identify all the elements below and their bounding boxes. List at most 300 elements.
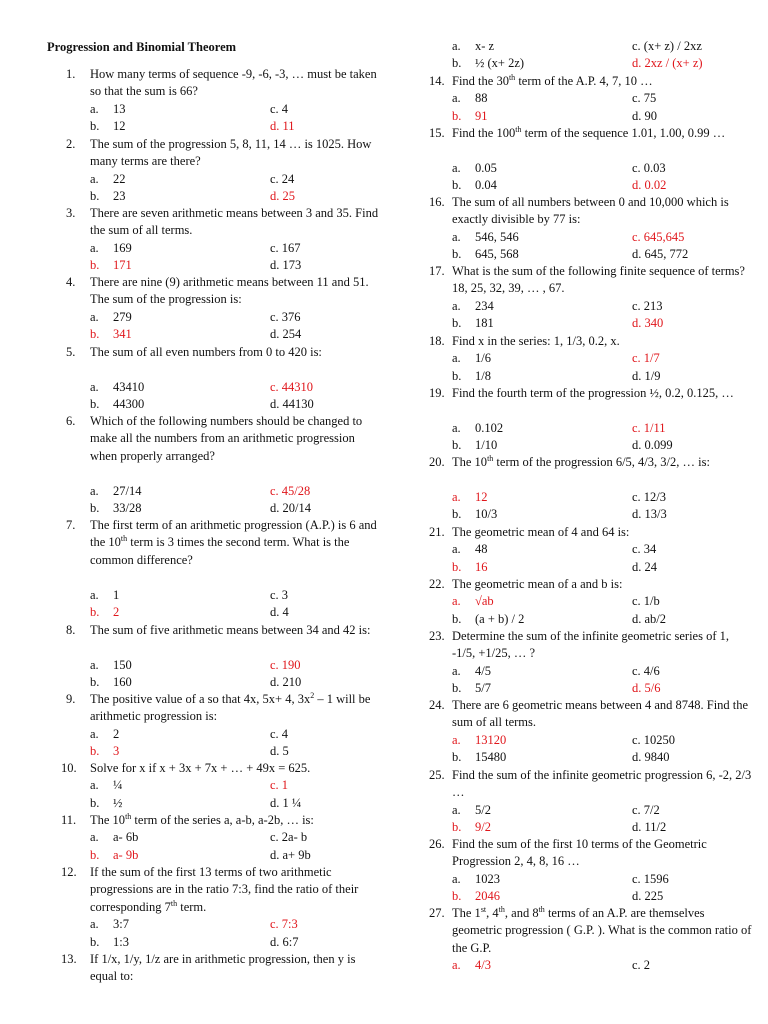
option-value: d. 11/2	[632, 820, 667, 835]
option-value: d. 24	[632, 559, 657, 574]
option-d	[632, 177, 666, 194]
option-value: d. 11	[270, 119, 295, 134]
option-value: 13120	[475, 732, 507, 747]
option-a	[90, 726, 119, 743]
option-value: ¼	[113, 778, 123, 793]
option-value: d. 0.02	[632, 178, 667, 193]
option-letter: b.	[452, 507, 462, 522]
option-value: d. 90	[632, 108, 657, 123]
question-text: Find the 100th term of the sequence 1.01, 1.00, 0.99 …	[452, 124, 726, 140]
option-letter: b.	[90, 501, 100, 515]
option-value: c. (x+ z) / 2xz	[632, 39, 702, 53]
option-a	[452, 160, 497, 177]
option-letter: a.	[452, 39, 461, 53]
option-value: c. 24	[270, 171, 295, 186]
option-a	[90, 916, 129, 933]
option-letter: b.	[452, 108, 462, 123]
option-b	[452, 680, 491, 697]
option-b	[90, 743, 119, 760]
option-value: ½	[113, 795, 123, 810]
option-value: 1	[113, 587, 120, 602]
option-a	[452, 663, 491, 680]
option-value: 234	[475, 298, 494, 313]
option-b	[90, 396, 144, 413]
option-value: d. 1 ¼	[270, 795, 302, 810]
option-b	[452, 315, 494, 332]
option-letter: b.	[452, 559, 462, 574]
option-value: (a + b) / 2	[475, 611, 525, 626]
option-c	[270, 726, 288, 743]
option-letter: a.	[452, 594, 461, 609]
option-value: c. 376	[270, 309, 301, 324]
question-text: Find the sum of the infinite geometric progression 6, -2, 2/3 …	[452, 768, 752, 800]
option-value: d. 9840	[632, 750, 670, 765]
option-d	[632, 108, 657, 125]
option-d	[632, 437, 673, 454]
option-letter: b.	[452, 889, 462, 904]
option-value: c. 12/3	[632, 489, 667, 504]
document-title: Progression and Binomial Theorem	[47, 40, 237, 54]
option-letter: b.	[452, 178, 462, 193]
question-text: The geometric mean of 4 and 64 is:	[452, 525, 630, 539]
option-c	[270, 587, 288, 604]
option-value: d. 4	[270, 605, 289, 619]
option-d	[270, 743, 289, 760]
question-text: What is the sum of the following finite sequence of terms? 18, 25, 32, 39, … , 67.	[452, 264, 745, 296]
option-letter: b.	[90, 119, 100, 134]
option-value: 23	[113, 189, 126, 204]
option-value: c. 44310	[270, 379, 314, 394]
option-d	[632, 819, 666, 836]
option-d	[270, 674, 301, 691]
option-letter: a.	[90, 657, 99, 672]
option-d	[632, 506, 667, 523]
question-text: Find x in the series: 1, 1/3, 0.2, x.	[452, 334, 620, 348]
option-a	[452, 732, 506, 749]
option-b	[90, 934, 129, 951]
option-c	[270, 916, 298, 933]
option-letter: a.	[452, 542, 461, 557]
option-letter: a.	[452, 732, 461, 747]
option-value: x- z	[475, 39, 495, 53]
option-letter: a.	[452, 91, 461, 106]
option-value: 2046	[475, 889, 500, 904]
option-value: 1:3	[113, 934, 129, 949]
option-c	[270, 777, 288, 794]
question-text: The 1st, 4th, and 8th terms of an A.P. are themselves geometric progression ( G.P. ). What is the common ratio of the G.P.	[452, 904, 752, 955]
option-value: d. 645, 772	[632, 247, 689, 262]
option-letter: b.	[90, 605, 100, 619]
option-value: d. 0.099	[632, 438, 673, 453]
option-value: 160	[113, 675, 132, 690]
option-value: 2	[113, 605, 120, 619]
option-value: 3	[113, 744, 120, 759]
question-number: 13.	[61, 952, 77, 966]
option-c	[270, 829, 307, 846]
question-number: 14.	[429, 74, 445, 88]
question-text: The sum of the progression 5, 8, 11, 14 … is 1025. How many terms are there?	[90, 137, 372, 169]
option-letter: b.	[452, 247, 462, 262]
option-value: 13	[113, 101, 126, 116]
option-letter: b.	[452, 438, 462, 453]
option-a	[90, 483, 141, 500]
option-c	[270, 657, 301, 674]
option-b	[90, 674, 132, 691]
option-a	[452, 420, 503, 437]
question-text: Solve for x if x + 3x + 7x + … + 49x = 625.	[90, 761, 311, 775]
question-text: The sum of all even numbers from 0 to 420 is:	[90, 345, 322, 359]
option-value: d. 20/14	[270, 501, 311, 515]
option-a	[90, 309, 132, 326]
option-a	[452, 229, 519, 246]
option-c	[270, 171, 294, 188]
option-value: c. 1596	[632, 871, 669, 886]
question-text: Find the fourth term of the progression ½, 0.2, 0.125, …	[452, 386, 734, 400]
option-value: d. a+ 9b	[270, 847, 311, 862]
option-d	[632, 680, 660, 697]
option-c	[632, 957, 650, 974]
option-value: d. 2xz / (x+ z)	[632, 56, 703, 70]
option-d	[270, 795, 301, 812]
option-b	[90, 118, 126, 135]
option-a	[90, 101, 126, 118]
option-letter: a.	[90, 917, 99, 932]
option-c	[632, 350, 660, 367]
option-value: c. 0.03	[632, 160, 666, 175]
option-a	[90, 829, 138, 846]
option-value: c. 190	[270, 657, 301, 672]
question-text: Find the 30th term of the A.P. 4, 7, 10 …	[452, 72, 653, 88]
option-value: d. 25	[270, 189, 295, 204]
option-b	[452, 246, 519, 263]
option-value: 15480	[475, 750, 507, 765]
option-letter: b.	[452, 56, 462, 70]
option-value: c. 645,645	[632, 229, 685, 244]
question-number: 19.	[429, 386, 445, 400]
option-b	[90, 795, 122, 812]
option-letter: a.	[452, 958, 461, 973]
option-a	[452, 90, 488, 107]
option-letter: a.	[90, 101, 99, 116]
option-value: 169	[113, 240, 132, 255]
option-letter: b.	[90, 847, 100, 862]
question-number: 5.	[66, 345, 76, 359]
question-text: If the sum of the first 13 terms of two arithmetic progressions are in the ratio 7:3, find the ratio of their corresponding 7th term.	[90, 865, 359, 914]
option-value: 0.04	[475, 178, 497, 193]
option-value: d. 340	[632, 316, 664, 331]
option-c	[632, 732, 675, 749]
question-number: 27.	[429, 906, 445, 920]
question-number: 12.	[61, 865, 77, 879]
option-value: a- 6b	[113, 830, 139, 845]
option-b	[452, 437, 497, 454]
option-c	[632, 802, 660, 819]
option-letter: b.	[452, 820, 462, 835]
option-letter: a.	[90, 379, 99, 394]
option-value: d. 6:7	[270, 934, 299, 949]
option-letter: b.	[90, 189, 100, 204]
option-b	[90, 188, 126, 205]
option-value: 2	[113, 726, 120, 741]
option-c	[632, 420, 666, 437]
option-value: d. 5	[270, 744, 289, 759]
question-text: The 10th term of the progression 6/5, 4/3, 3/2, … is:	[452, 453, 710, 469]
option-c	[632, 160, 666, 177]
question-number: 17.	[429, 264, 445, 278]
option-value: c. 1	[270, 778, 289, 793]
question-number: 23.	[429, 629, 445, 643]
option-value: 4/5	[475, 663, 491, 678]
option-value: c. 1/11	[632, 420, 666, 435]
option-a	[452, 871, 500, 888]
question-text: The sum of five arithmetic means between 34 and 42 is:	[90, 623, 371, 637]
option-b	[452, 888, 500, 905]
option-c	[632, 871, 669, 888]
option-value: d. 254	[270, 327, 302, 342]
question-number: 18.	[429, 334, 445, 348]
option-letter: a.	[452, 351, 461, 366]
option-value: d. 210	[270, 675, 302, 690]
option-b	[90, 604, 119, 621]
option-c	[632, 38, 702, 55]
option-value: 171	[113, 258, 132, 273]
option-value: 1023	[475, 871, 500, 886]
option-value: 1/8	[475, 368, 491, 383]
option-b	[452, 559, 488, 576]
option-d	[270, 326, 301, 343]
option-value: c. 1/7	[632, 351, 660, 366]
question-text: The geometric mean of a and b is:	[452, 577, 623, 591]
option-letter: a.	[452, 871, 461, 886]
option-value: 16	[475, 559, 488, 574]
option-a	[90, 657, 132, 674]
question-number: 9.	[66, 692, 76, 706]
option-value: c. 10250	[632, 732, 676, 747]
option-a	[452, 38, 494, 55]
option-value: 150	[113, 657, 132, 672]
option-d	[632, 888, 663, 905]
option-value: 12	[113, 119, 126, 134]
option-letter: a.	[90, 309, 99, 324]
option-value: 5/7	[475, 681, 491, 696]
option-letter: a.	[452, 802, 461, 817]
option-letter: a.	[452, 420, 461, 435]
question-text: Find the sum of the first 10 terms of the Geometric Progression 2, 4, 8, 16 …	[452, 837, 707, 869]
option-a	[90, 240, 132, 257]
option-value: d. 1/9	[632, 368, 661, 383]
option-d	[270, 847, 311, 864]
question-number: 8.	[66, 623, 76, 637]
question-text: The sum of all numbers between 0 and 10,000 which is exactly divisible by 77 is:	[452, 195, 729, 227]
question-number: 6.	[66, 414, 76, 428]
option-letter: a.	[90, 483, 99, 498]
option-b	[452, 368, 491, 385]
option-value: d. 44130	[270, 397, 314, 412]
option-value: c. 7:3	[270, 917, 298, 932]
question-number: 4.	[66, 275, 76, 289]
option-letter: a.	[90, 240, 99, 255]
option-letter: b.	[452, 750, 462, 765]
option-a	[90, 171, 126, 188]
option-value: a- 9b	[113, 847, 139, 862]
question-number: 16.	[429, 195, 445, 209]
option-c	[270, 101, 288, 118]
question-text: If 1/x, 1/y, 1/z are in arithmetic progression, then y is equal to:	[90, 952, 356, 984]
option-d	[270, 604, 289, 621]
option-value: 5/2	[475, 802, 491, 817]
option-letter: b.	[452, 681, 462, 696]
question-number: 1.	[66, 67, 76, 81]
option-value: c. 7/2	[632, 802, 660, 817]
option-value: 12	[475, 489, 488, 504]
option-letter: a.	[452, 298, 461, 313]
option-d	[632, 611, 666, 628]
option-letter: b.	[452, 316, 462, 331]
option-value: d. 173	[270, 258, 302, 273]
option-letter: b.	[452, 611, 462, 626]
option-value: 1/6	[475, 351, 491, 366]
option-letter: b.	[90, 934, 100, 949]
option-b	[452, 819, 491, 836]
option-b	[90, 257, 132, 274]
question-number: 10.	[61, 761, 77, 775]
option-value: 3:7	[113, 917, 129, 932]
option-value: d. 225	[632, 889, 664, 904]
option-value: c. 1/b	[632, 594, 660, 609]
option-value: c. 213	[632, 298, 663, 313]
option-value: c. 3	[270, 587, 289, 602]
option-b	[452, 506, 497, 523]
option-value: 22	[113, 171, 126, 186]
option-c	[632, 90, 656, 107]
option-value: 43410	[113, 379, 145, 394]
question-number: 22.	[429, 577, 445, 591]
option-value: 44300	[113, 397, 145, 412]
option-value: 91	[475, 108, 488, 123]
option-letter: b.	[90, 258, 100, 273]
question-number: 3.	[66, 206, 76, 220]
option-a	[452, 298, 494, 315]
option-value: d. 13/3	[632, 507, 667, 522]
option-b	[90, 847, 138, 864]
question-number: 26.	[429, 837, 445, 851]
question-text: Which of the following numbers should be changed to make all the numbers from an arithmetic progression when properly arranged?	[90, 414, 363, 463]
option-d	[632, 55, 703, 72]
question-number: 2.	[66, 137, 76, 151]
option-value: 0.102	[475, 420, 504, 435]
option-value: 48	[475, 542, 488, 557]
option-a	[90, 777, 122, 794]
option-c	[632, 298, 663, 315]
option-value: c. 4	[270, 101, 289, 116]
option-letter: a.	[452, 229, 461, 244]
option-b	[452, 611, 524, 628]
option-value: 645, 568	[475, 247, 519, 262]
option-value: 33/28	[113, 501, 142, 515]
option-d	[270, 118, 295, 135]
option-value: c. 75	[632, 91, 657, 106]
option-c	[270, 483, 310, 500]
option-c	[632, 663, 660, 680]
option-d	[632, 315, 663, 332]
option-d	[632, 559, 657, 576]
option-value: c. 167	[270, 240, 301, 255]
option-a	[452, 541, 488, 558]
option-b	[452, 55, 524, 72]
option-letter: b.	[90, 675, 100, 690]
option-value: 88	[475, 91, 488, 106]
option-letter: b.	[90, 795, 100, 810]
option-a	[452, 802, 491, 819]
option-value: 10/3	[475, 507, 498, 522]
option-letter: a.	[452, 160, 461, 175]
option-letter: a.	[90, 778, 99, 793]
option-value: 27/14	[113, 483, 142, 498]
option-letter: a.	[90, 726, 99, 741]
option-value: 9/2	[475, 820, 491, 835]
option-a	[90, 587, 119, 604]
option-letter: a.	[452, 489, 461, 504]
option-d	[270, 396, 314, 413]
question-text: The first term of an arithmetic progression (A.P.) is 6 and the 10th term is 3 times the second term. What is the common difference?	[90, 518, 377, 567]
question-number: 15.	[429, 126, 445, 140]
option-a	[452, 957, 491, 974]
question-text: There are 6 geometric means between 4 and 8748. Find the sum of all terms.	[452, 698, 749, 730]
option-letter: b.	[90, 744, 100, 759]
option-d	[632, 368, 660, 385]
option-value: 0.05	[475, 160, 497, 175]
question-number: 25.	[429, 768, 445, 782]
option-letter: a.	[90, 830, 99, 845]
option-value: 341	[113, 327, 132, 342]
question-number: 24.	[429, 698, 445, 712]
option-a	[452, 350, 491, 367]
question-text: How many terms of sequence -9, -6, -3, … must be taken so that the sum is 66?	[90, 67, 377, 99]
option-c	[632, 593, 660, 610]
option-b	[90, 500, 141, 517]
option-c	[270, 309, 301, 326]
option-value: c. 2a- b	[270, 830, 308, 845]
question-text: There are seven arithmetic means between 3 and 35. Find the sum of all terms.	[90, 206, 379, 238]
option-d	[270, 500, 311, 517]
option-d	[270, 257, 301, 274]
option-value: c. 45/28	[270, 483, 311, 498]
option-value: c. 2	[632, 958, 651, 973]
option-letter: b.	[90, 397, 100, 412]
option-b	[90, 326, 132, 343]
option-value: √ab	[475, 594, 494, 609]
question-number: 21.	[429, 525, 445, 539]
option-letter: b.	[90, 327, 100, 342]
question-number: 7.	[66, 518, 76, 532]
option-c	[632, 489, 666, 506]
option-value: 1/10	[475, 438, 498, 453]
option-b	[452, 108, 488, 125]
option-value: d. ab/2	[632, 611, 667, 626]
question-number: 20.	[429, 455, 445, 469]
option-value: c. 34	[632, 542, 657, 557]
option-value: 4/3	[475, 958, 491, 973]
option-c	[270, 240, 301, 257]
option-value: 181	[475, 316, 494, 331]
option-value: ½ (x+ 2z)	[475, 56, 525, 70]
option-a	[452, 593, 494, 610]
option-letter: a.	[90, 587, 99, 602]
option-value: c. 4	[270, 726, 289, 741]
option-b	[452, 749, 506, 766]
option-letter: a.	[90, 171, 99, 186]
option-c	[632, 541, 656, 558]
